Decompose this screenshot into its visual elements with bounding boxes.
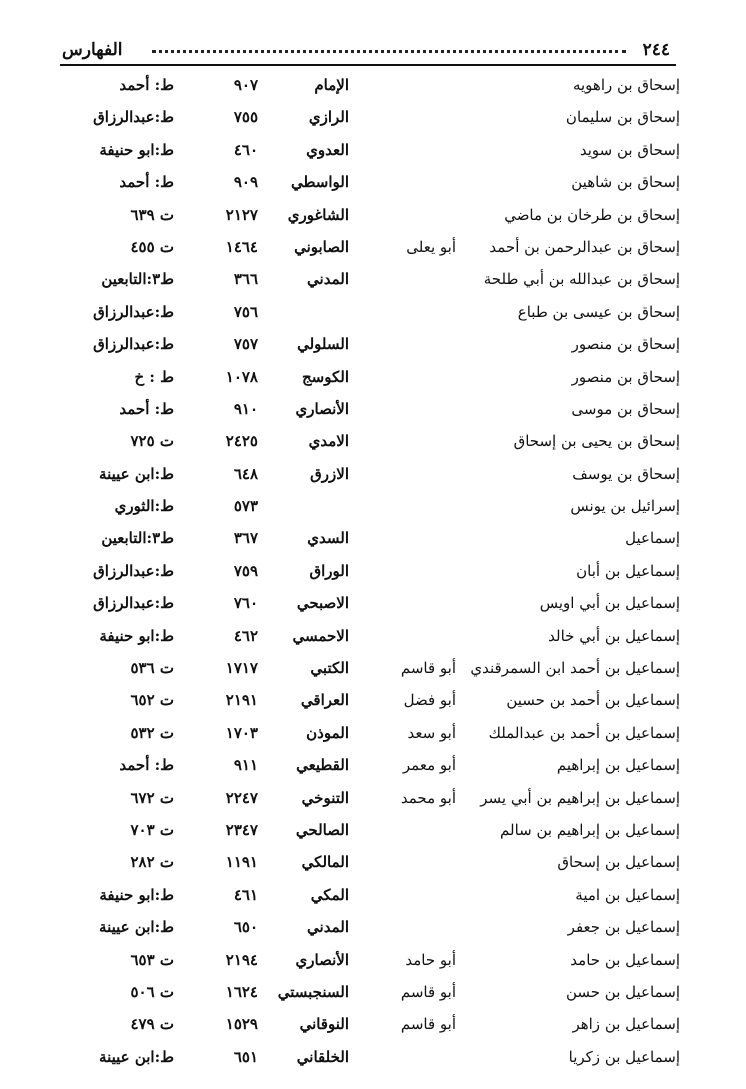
entry-kunya: أبو معمر	[402, 756, 456, 775]
entry-reference: ط:ابن عيينة	[99, 464, 174, 483]
entry-name: إسحاق بن منصور	[571, 335, 680, 354]
entry-number: ٦٥١	[233, 1047, 258, 1066]
entry-kunya: أبو سعد	[407, 723, 456, 742]
entry-reference: ط: أحمد	[119, 756, 174, 775]
entry-reference: ط: أحمد	[119, 76, 174, 94]
entry-nisba: الأنصاري	[295, 950, 349, 969]
entry-reference: ط:عبدالرزاق	[93, 335, 174, 354]
entry-reference: ت ٦٣٩	[130, 205, 174, 224]
entry-name: إسماعيل بن حامد	[570, 950, 680, 969]
entry-number: ٩٠٧	[233, 76, 258, 94]
entry-name: إسماعيل بن إبراهيم	[556, 756, 680, 775]
entry-name: إسحاق بن يحيى بن إسحاق	[513, 432, 680, 451]
entry-name: إسماعيل بن إبراهيم بن أبي يسر	[480, 788, 680, 807]
entry-reference: ت ٤٥٥	[130, 237, 174, 256]
index-row	[0, 945, 746, 977]
entry-number: ٧٥٧	[233, 335, 258, 354]
entry-number: ٩١١	[233, 756, 258, 775]
index-row	[0, 426, 746, 458]
entry-number: ٣٦٦	[233, 270, 258, 289]
entry-number: ٧٦٠	[233, 594, 258, 613]
entry-name: إسماعيل بن جعفر	[567, 918, 680, 937]
entry-name: إسماعيل بن أحمد بن حسين	[506, 691, 680, 710]
entry-number: ٢١٢٧	[225, 205, 258, 224]
entry-reference: ط:عبدالرزاق	[93, 561, 174, 580]
index-row	[0, 329, 746, 361]
entry-name: إسحاق بن عبدالرحمن بن أحمد	[489, 237, 680, 256]
entry-kunya: أبو محمد	[400, 788, 456, 807]
entry-number: ٧٥٦	[233, 302, 258, 321]
page-number: ٢٤٤	[642, 40, 670, 60]
entry-kunya: أبو فضل	[403, 691, 456, 710]
entry-nisba: النوقاني	[299, 1015, 349, 1034]
entry-nisba: المدني	[307, 270, 349, 289]
entry-nisba: الكتبي	[310, 659, 349, 678]
entry-reference: ت ٤٧٩	[130, 1015, 174, 1034]
entry-reference: ط: أحمد	[119, 399, 174, 418]
entry-name: إسرائيل بن يونس	[570, 497, 680, 516]
entry-nisba: الخلقاني	[296, 1047, 349, 1066]
running-title: الفهارس	[62, 40, 123, 60]
entry-number: ٦٤٨	[233, 464, 258, 483]
entry-number: ١٧١٧	[225, 659, 258, 678]
entry-name: إسحاق بن يوسف	[572, 464, 680, 483]
entry-nisba: التنوخي	[301, 788, 349, 807]
index-row	[0, 847, 746, 879]
entry-nisba: الصالحي	[295, 820, 349, 839]
entry-number: ٣٦٧	[233, 529, 258, 548]
header-dot-leader	[152, 50, 626, 53]
entry-nisba: السلولي	[297, 335, 349, 354]
entry-reference: ط٣:التابعين	[101, 529, 174, 548]
index-row	[0, 653, 746, 685]
entry-reference: ت ٧٢٥	[130, 432, 174, 451]
index-row	[0, 685, 746, 717]
entry-name: إسحاق بن سليمان	[565, 108, 680, 127]
entry-nisba: الرازي	[308, 108, 349, 127]
entry-reference: ت ٥٠٦	[130, 982, 174, 1001]
index-row	[0, 491, 746, 523]
index-row	[0, 394, 746, 426]
entry-name: إسماعيل بن إسحاق	[557, 853, 680, 872]
entry-nisba: العدوي	[306, 140, 349, 159]
index-row	[0, 815, 746, 847]
index-row	[0, 232, 746, 264]
entry-kunya: أبو حامد	[405, 950, 456, 969]
entry-number: ٤٦٢	[233, 626, 258, 645]
entry-reference: ط:الثوري	[114, 497, 174, 516]
entry-name: إسحاق بن سويد	[579, 140, 680, 159]
entry-nisba: الاصبحي	[296, 594, 349, 613]
entry-nisba: الأنصاري	[295, 399, 349, 418]
entry-number: ٢٤٢٥	[225, 432, 258, 451]
index-row	[0, 297, 746, 329]
entry-reference: ط:عبدالرزاق	[93, 108, 174, 127]
entry-number: ١٧٠٣	[225, 723, 258, 742]
entry-name: إسماعيل بن أحمد بن عبدالملك	[488, 723, 680, 742]
entry-nisba: القطيعي	[296, 756, 349, 775]
entry-name: إسحاق بن طرخان بن ماضي	[504, 205, 680, 224]
entry-name: إسحاق بن منصور	[571, 367, 680, 386]
index-row	[0, 621, 746, 653]
entry-name: إسماعيل بن أحمد ابن السمرقندي	[470, 659, 680, 678]
entry-nisba: الوراق	[309, 561, 349, 580]
entry-reference: ط:ابو حنيفة	[99, 885, 174, 904]
entry-nisba: المكي	[310, 885, 349, 904]
index-row	[0, 556, 746, 588]
index-row	[0, 102, 746, 134]
index-list	[0, 70, 746, 1074]
entry-reference: ط:عبدالرزاق	[93, 594, 174, 613]
index-row	[0, 783, 746, 815]
entry-reference: ت ٦٥٢	[130, 691, 174, 710]
entry-reference: ط: أحمد	[119, 173, 174, 192]
index-row	[0, 718, 746, 750]
entry-number: ٧٥٩	[233, 561, 258, 580]
index-row	[0, 880, 746, 912]
entry-reference: ط٣:التابعين	[101, 270, 174, 289]
entry-name: إسماعيل	[625, 529, 680, 548]
index-row	[0, 200, 746, 232]
entry-nisba: الاحمسي	[292, 626, 349, 645]
entry-nisba: العراقي	[300, 691, 349, 710]
entry-reference: ط:ابو حنيفة	[99, 140, 174, 159]
entry-nisba: الصابوني	[294, 237, 349, 256]
entry-name: إسماعيل بن إبراهيم بن سالم	[500, 820, 680, 839]
entry-number: ٤٦١	[233, 885, 258, 904]
entry-nisba: الموذن	[306, 723, 349, 742]
entry-name: إسماعيل بن أبي خالد	[548, 626, 680, 645]
entry-reference: ت ٥٣٦	[130, 659, 174, 678]
entry-name: إسماعيل بن حسن	[565, 982, 680, 1001]
entry-name: إسحاق بن شاهين	[571, 173, 680, 192]
entry-reference: ت ٦٥٣	[130, 950, 174, 969]
entry-nisba: الشاغوري	[287, 205, 349, 224]
index-row	[0, 264, 746, 296]
entry-reference: ط:عبدالرزاق	[93, 302, 174, 321]
entry-number: ٤٦٠	[233, 140, 258, 159]
index-row	[0, 362, 746, 394]
entry-name: إسماعيل بن أبان	[576, 561, 680, 580]
entry-nisba: الإمام	[314, 76, 349, 94]
index-row	[0, 167, 746, 199]
entry-number: ١٤٦٤	[225, 237, 258, 256]
entry-number: ٢١٩١	[225, 691, 258, 710]
entry-number: ٩٠٩	[233, 173, 258, 192]
index-row	[0, 523, 746, 555]
entry-kunya: أبو قاسم	[400, 1015, 456, 1034]
entry-number: ٦٥٠	[233, 918, 258, 937]
entry-nisba: الازرق	[310, 464, 349, 483]
entry-number: ١١٩١	[225, 853, 258, 872]
entry-number: ٢٢٤٧	[225, 788, 258, 807]
index-row	[0, 70, 746, 102]
page-header	[60, 40, 676, 66]
entry-nisba: المالكي	[301, 853, 349, 872]
entry-name: إسحاق بن عيسى بن طباع	[517, 302, 680, 321]
index-row	[0, 912, 746, 944]
index-row	[0, 977, 746, 1009]
entry-reference: ت ٧٠٣	[130, 820, 174, 839]
entry-reference: ت ٥٣٢	[130, 723, 174, 742]
entry-reference: ط:ابن عيينة	[99, 1047, 174, 1066]
entry-kunya: أبو قاسم	[400, 659, 456, 678]
entry-reference: ط:ابو حنيفة	[99, 626, 174, 645]
entry-nisba: الكوسج	[301, 367, 349, 386]
entry-number: ١٦٢٤	[225, 982, 258, 1001]
index-row	[0, 459, 746, 491]
entry-name: إسماعيل بن زكريا	[568, 1047, 680, 1066]
entry-reference: ط : خ	[134, 367, 174, 386]
entry-number: ١٠٧٨	[225, 367, 258, 386]
entry-name: إسحاق بن عبدالله بن أبي طلحة	[483, 270, 680, 289]
index-row	[0, 588, 746, 620]
index-row	[0, 750, 746, 782]
entry-kunya: أبو قاسم	[400, 982, 456, 1001]
entry-name: إسماعيل بن امية	[575, 885, 680, 904]
entry-number: ١٥٢٩	[225, 1015, 258, 1034]
entry-nisba: الواسطي	[290, 173, 349, 192]
entry-name: إسماعيل بن أبي اويس	[539, 594, 680, 613]
entry-number: ٢١٩٤	[225, 950, 258, 969]
entry-number: ٩١٠	[233, 399, 258, 418]
entry-nisba: السدي	[307, 529, 349, 548]
entry-number: ٥٧٣	[233, 497, 258, 516]
entry-number: ٢٣٤٧	[225, 820, 258, 839]
entry-reference: ط:ابن عيينة	[99, 918, 174, 937]
entry-reference: ت ٢٨٢	[130, 853, 174, 872]
index-row	[0, 135, 746, 167]
entry-name: إسحاق بن موسى	[571, 399, 680, 418]
entry-kunya: أبو يعلى	[406, 237, 456, 256]
entry-reference: ت ٦٧٢	[130, 788, 174, 807]
entry-number: ٧٥٥	[233, 108, 258, 127]
entry-name: إسماعيل بن زاهر	[572, 1015, 680, 1034]
entry-nisba: السنجبستي	[277, 982, 349, 1001]
entry-nisba: المدني	[307, 918, 349, 937]
index-row	[0, 1042, 746, 1074]
index-row	[0, 1009, 746, 1041]
entry-name: إسحاق بن راهويه	[572, 76, 680, 94]
entry-nisba: الامدي	[308, 432, 349, 451]
